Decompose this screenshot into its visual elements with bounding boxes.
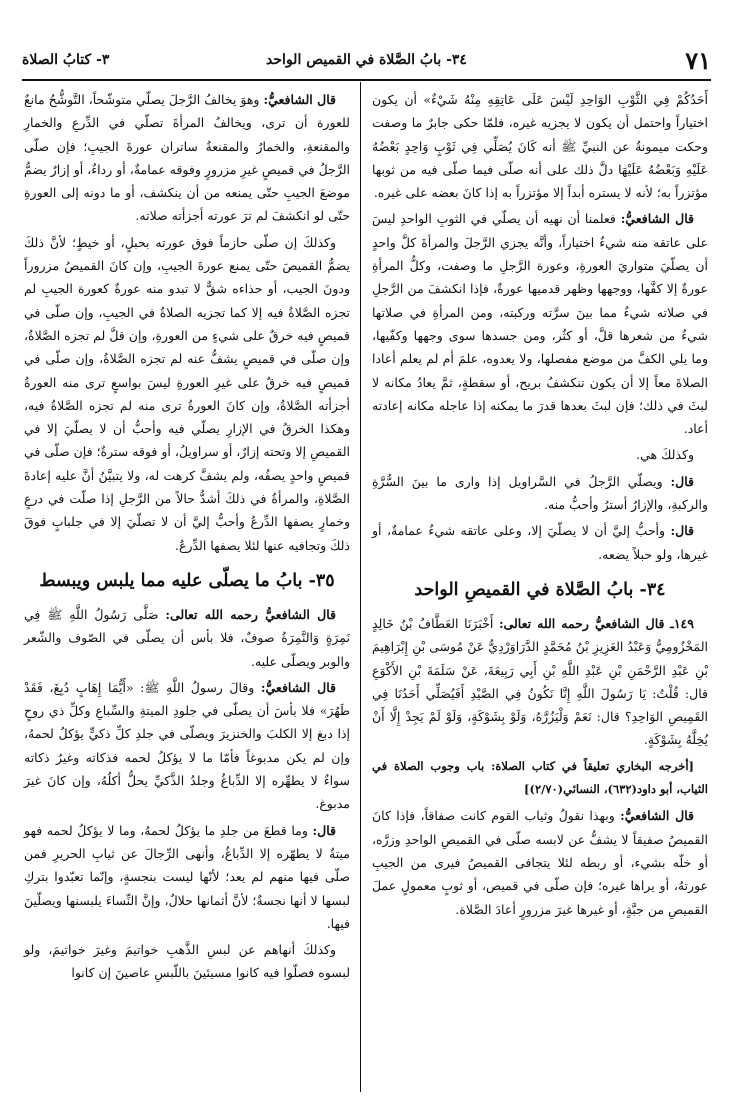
speaker-label: قال الشافعيُّ: <box>620 211 695 227</box>
paragraph-text: وبهذا نقولُ وثياب القوم كانت صفاقاً، فإذا كانَ القميصُ صفيقاً لا يشفُّ عن لابسه صلّى في القميصِ الواحدِ وزرَّه، أو خلّه بشيء، أو ربطه لئلا يتجافى القميصُ فيرى من الجيبِ عورتهُ، أو يراها غيره؛ فإن صلّى في قميص، أو ثوبٍ معمولٍ عملَ القميصِ من جبَّةٍ، أو غيرها غيرَ مزرورٍ أعادَ الصَّلاة. <box>372 808 708 917</box>
running-title: ٣٤- بابُ الصَّلاة في القميص الواحد <box>266 52 467 68</box>
paragraph: أَحَدُكُمْ فِي الثَّوْبِ الوَاحِدِ لَيْسَ عَلَى عَاتِقِهِ مِنْهُ شَيْءٌ» أن يكون اختياراً واحتمل أن يكون لا يجزيه غيره، فلمّا حكى جابرٌ ما وصفت وحكت ميمونةُ عن النبيِّ ﷺ أنه كَانَ يُصَلِّي فِي ثَوْبٍ وَاحِدٍ بَعْضُهُ عَلَيْهِ وَبَعْضُهُ عَلَيْهَا دلَّ ذلك على أنه صلّى فيما صلّى فيه من ثوبها مؤتزراً به؛ لأنه لا يستره أبداً إلا مؤتزراً به إذا كانَ بعضه على غيره. <box>372 92 708 201</box>
speaker-label: قال الشافعيُّ رحمه الله تعالى: <box>165 606 336 622</box>
paragraph-text: صَلَّى رَسُولُ اللَّهِ ﷺ فِي نَمِرَةٍ وَالنَّمِرَةُ صوفٌ، فلا بأس أن يصلّى في الصّوف والشّعر والوبر ويصلّى عليه. <box>24 606 350 669</box>
paragraph-text: وما قطعَ من جلدِ ما يؤكلُ لحمهُ، وما لا يؤكلُ لحمه فهو ميتةٌ لا يطهّره إلا الدِّباغُ، وأنهى الرِّجالَ عن ثيابِ الحريرِ فمن صلّى فيها منهم لم يعد؛ لأنّها ليست بنجسةٍ، وإنّما تعبّدوا بتركِ لبسها لا أنها نجسةٌ؛ لأنَّ أثمانها حلالٌ، وإنَّ النِّساءَ يلبسنها ويصلّينَ فيها. <box>24 822 350 931</box>
paragraph: وكذلكَ إن صلّى حازماً فوق عورته بحبلٍ، أو خيطٍ؛ لأنَّ ذلكَ يضمُّ القميصَ حتّى يمنع عورةَ الجيبِ، وإن كانَ القميصُ مزروراً ودونَ الجيب، أو حذاءه شقٌّ لا تبدو منه عورةٌ كعورة الجيبِ لم تجزه الصَّلاةُ فيه إلا كما تجزيه الصلاةُ في الجيبِ، وإن صلّى في قميصٍ فيه خرقٌ على شيءٍ من العورةِ، وإن قلَّ لم تجزه الصَّلاةُ، وإن صلّى في قميصٍ يشفُّ عنه لم تجزه الصَّلاةُ، وإن صلّى في قميصٍ فيه خرقٌ على غيرِ العورةِ ليسَ بواسعٍ ترى منه العورةُ أجزأته الصَّلاةُ، وإن كانَ العورةُ ترى منه لم تجزه الصَّلاةُ فيه، وهكذا الخرقُ في الإزارِ يصلّي فيه وأحبُّ أن لا يصلّيَ إلا في القميصِ إلا وتحته إزارٌ، أو سراويلُ، أو فوقه سترةٌ؛ فإن صلّى في قميصٍ واحدٍ يصفُه، ولم يشفَّ كرهت له، ولا يتبيَّنُ أنَّ عليه إعادةَ الصَّلاةِ، والمرأةُ في ذلكَ أشدُّ حالاً من الرَّجلِ إذا صلّت في درعٍ وخمارٍ يصفها الدِّرعُ وأحبُّ إليَّ أن لا تصلّيَ إلا في جلبابٍ فوقَ ذلكَ وتجافيه عنها لئلا يصفها الدِّرعُ. <box>24 234 350 553</box>
book-title: ٣- كتابُ الصلاة <box>22 52 110 68</box>
hadith-reference: [أخرجه البخاري تعليقاً في كتاب الصلاة: باب وجوب الصلاة في الثياب، أبو داود(٦٣٢)، النسائي(٢/٧٠)] <box>372 758 708 797</box>
hadith-paragraph <box>372 612 708 752</box>
paragraph <box>24 88 350 228</box>
paragraph: وكذلكَ هي. <box>636 447 694 463</box>
speaker-label: قال الشافعيُّ رحمه الله تعالى: <box>498 615 665 631</box>
right-column <box>372 88 708 924</box>
speaker-label: قال: <box>670 473 694 489</box>
hadith-text: أَخْبَرَنَا العَطَّافُ بْنُ خَالِدٍ المَخْزُومِيُّ وَعَبْدُ العَزِيزِ بْنُ مُحَمَّدٍ الدَّرَاوَرْدِيُّ عَنْ مُوسَى بْنِ إِبْرَاهِيمَ بْنِ عَبْدِ الرَّحْمَنِ بْنِ عَبْدِ اللَّهِ بْنِ أَبِي رَبِيعَةَ، عَنْ سَلَمَةَ بْنِ الأَكْوَعِ قال: قُلْتُ: يَا رَسُولَ اللَّهِ إِنَّا نَكُونُ فِي الصَّيْدِ أَفَيُصَلِّي أَحَدُنَا فِي القَمِيصِ الوَاحِدِ؟ قال: نَعَمْ وَلْيَزُرَّهُ، وَلَوْ بِشَوْكَةٍ، وَلَوْ لَمْ يَجِدْ إِلَّا أَنْ يُخِلَّهُ بِشَوْكَةٍ. <box>372 615 708 748</box>
paragraph-text: وقالَ رسولُ اللَّهِ ﷺ: «أَيُّمَا إِهَابٍ دُبِغَ، فَقَدْ طَهُرَ» فلا بأسَ أن يصلّى في جلودِ الميتةِ والسِّباعِ وكلِّ ذي روحٍ إذا دبغ إلا الكلبَ والخنزيرَ ويصلّى في جلدِ كلِّ ذكيٍّ يؤكلُ لحمهُ، وإن لم يكن مدبوغاً فأمّا ما لا يؤكلُ لحمه فذكاته وغيرُ ذكاته سواءٌ لا يطهِّره إلا الدِّباغُ وجلدُ الذَّكيِّ يحلُّ أكلُهُ، وإن كانَ غيرَ مدبوغ. <box>24 679 350 812</box>
column-divider <box>360 82 361 1092</box>
paragraph <box>24 603 350 673</box>
speaker-label: قال: <box>312 822 336 838</box>
paragraph <box>24 819 350 935</box>
paragraph: وكذلكَ أنهاهم عن لبسِ الذَّهبِ خواتيمَ وغيرَ خواتيمَ، ولو لبسوه فصلّوا فيه كانوا مسيئينَ باللّبسِ عاصينَ إن كانوا <box>24 942 350 981</box>
paragraph <box>372 519 708 566</box>
page-header <box>22 46 711 78</box>
paragraph <box>24 676 350 816</box>
page-number: ٧١ <box>685 46 711 75</box>
paragraph-text: ويصلّي الرَّجلُ في السَّراويل إذا وارى ما بينَ السُّرَّةِ والركبةِ، والإزارُ أسترُ وأحبُّ منه. <box>372 473 708 513</box>
header-rule <box>22 79 711 81</box>
paragraph-text: فعلمنا أن نهيه أن يصلّي في الثوبِ الواحدِ ليسَ على عاتقه منه شيءٌ اختياراً، وأنَّه يجزي الرَّجلَ والمرأةَ كلَّ واحدٍ أن يصلّيَ متواريَ العورةِ، وعورة الرَّجلِ ما وصفت، وكلُّ المرأةِ عورةٌ إلا كفَّها، ووجهها وظهر قدميها عورةٌ، فإذا انكشفَ من الرَّجلِ في صلاته شيءٌ مما بينَ سرَّته وركبته، ومن المرأةِ في صلاتها شيءٌ من شعرها قلَّ، أو كثُر، ومن جسدها سوى وجهها وكفّيها، وما يلي الكفَّ من موضع مفصلها، ولا يعدوه، علمَ أم لم يعلم أعادا الصلاةَ معاً إلا أن يكون تنكشفُ بريح، أو سقطةٍ، ثمَّ يعادُ مكانه لا لبثَ في ذلك؛ فإن لبثَ بعدها قدرَ ما يمكنه إذا عاجله مكانه إعادته أعاد. <box>372 211 708 437</box>
speaker-label: قال الشافعيُّ: <box>263 92 336 107</box>
paragraph <box>372 470 708 517</box>
speaker-label: قال الشافعيُّ: <box>620 808 695 824</box>
paragraph <box>372 207 708 440</box>
paragraph-text: وأحبُّ إليَّ أن لا يصلّيَ إلا، وعلى عاتقه شيءٌ عمامةٌ، أو غيرها، ولو حبلاً يضعه. <box>372 523 708 562</box>
left-column <box>24 88 350 988</box>
section-heading: ٣٥- بابُ ما يصلّى عليه مما يلبس ويبسط <box>39 570 335 591</box>
paragraph-text: وهوَ يخالفُ الرَّجلَ يصلّي متوشّحاً، التَّوشُّحُ مانعٌ للعورة أن ترى، ويخالفُ المرأةَ تصلّي في الدِّرعِ والخمارِ والمقنعةِ، والخمارُ والمقنعةُ ساتران عورةَ الجيبِ؛ فإن صلّى الرَّجلُ في قميصٍ غيرِ مزرورٍ وفوقه عمامةٌ، أو رداءٌ، أو إزارٌ يضمُّ موضعَ الجيبِ حتّى يمنعه من أن ينكشف، أو ما دونه إلى العورةِ حتّى لو انكشفَ لم ترَ عورته أجزأته صلاته. <box>24 92 350 224</box>
speaker-label: قال: <box>670 523 694 539</box>
paragraph <box>372 804 708 920</box>
hadith-number: ١٤٩ـ <box>670 615 694 631</box>
section-heading: ٣٤- بابُ الصَّلاة في القميصِ الواحد <box>414 579 666 600</box>
speaker-label: قال الشافعيُّ: <box>260 679 336 695</box>
